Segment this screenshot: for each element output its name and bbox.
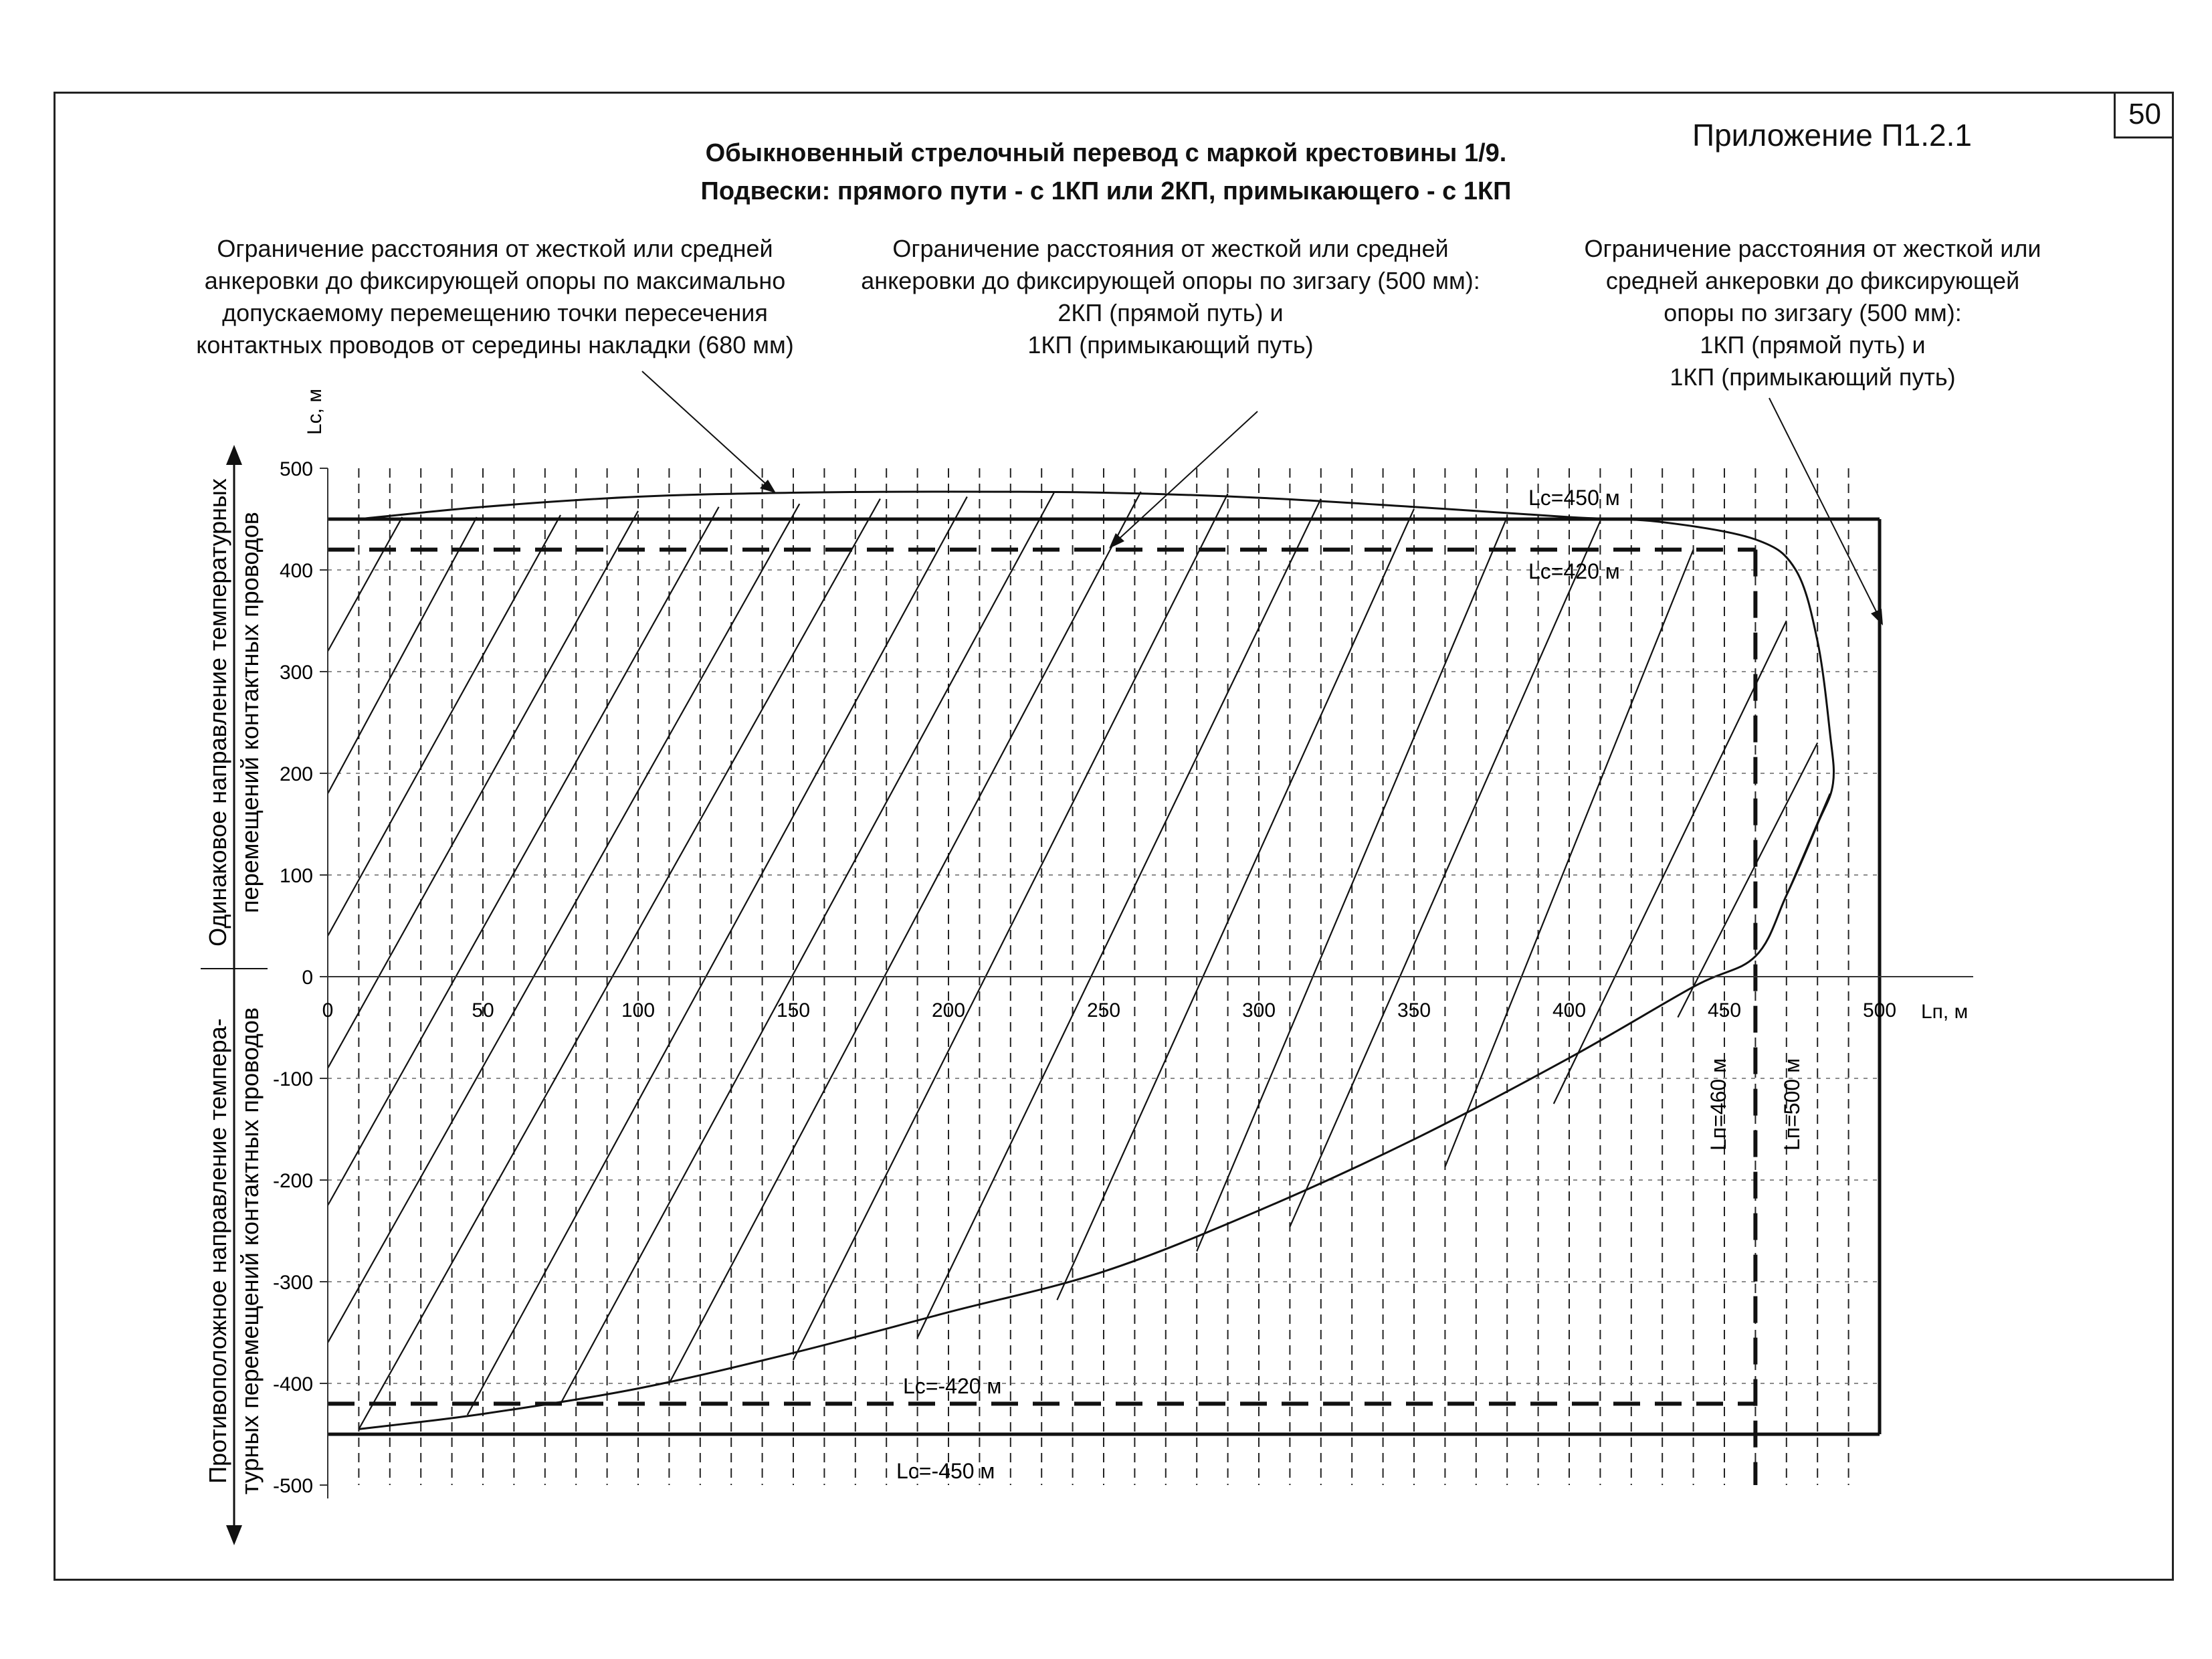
- contour-line: [468, 497, 967, 1416]
- chart-title-line-2: Подвески: прямого пути - с 1КП или 2КП, примыкающего - с 1КП: [700, 177, 1512, 205]
- y-tick-label: 0: [302, 967, 313, 989]
- contour-line: [328, 504, 799, 1343]
- contour-line: [359, 499, 880, 1430]
- contour-line: [1554, 621, 1787, 1104]
- x-tick-label: 300: [1241, 999, 1276, 1021]
- x-tick-label: 350: [1397, 999, 1431, 1021]
- pointer-zigzag-2kp: [1116, 411, 1258, 542]
- label-lc-minus-420: Lc=-420 м: [903, 1374, 1002, 1398]
- chart-title-line-1: Обыкновенный стрелочный перевод с маркой крестовины 1/9.: [705, 139, 1507, 167]
- x-tick-label: 250: [1086, 999, 1121, 1021]
- y-tick-label: -500: [272, 1475, 313, 1497]
- contour-lines: [328, 492, 1830, 1429]
- label-lc-450: Lc=450 м: [1528, 486, 1620, 510]
- annotation-zigzag-2kp: Ограничение расстояния от жесткой или средней анкеровки до фиксирующей опоры по зигзагу (500 мм): 2КП (прямой путь) и 1КП (примыкающий путь): [861, 235, 1480, 359]
- y-upper-label-2: перемещений контактных проводов: [236, 512, 264, 913]
- annotation-680mm: Ограничение расстояния от жесткой или средней анкеровки до фиксирующей опоры по максимально допускаемому перемещению точки пересечения контактных проводов от середины накладки (680 мм): [196, 235, 794, 359]
- x-tick-label: 150: [776, 999, 811, 1021]
- x-axis-label: Lп, м: [1921, 1001, 1969, 1023]
- x-tick-label: 0: [322, 999, 334, 1021]
- contour-line: [669, 492, 1140, 1383]
- contour-line: [918, 499, 1321, 1338]
- pointer-zigzag-1kp-head: [1871, 609, 1883, 625]
- x-tick-label: 100: [621, 999, 656, 1021]
- y-lower-label-1: Противоположное направление темпера-: [204, 1018, 231, 1484]
- label-lp-460: Lп=460 м: [1706, 1058, 1730, 1151]
- y-tick-label: 300: [279, 662, 313, 684]
- y-axis-label: Lc, м: [304, 389, 326, 435]
- y-tick-label: 500: [279, 458, 313, 480]
- label-lp-500: Lп=500 м: [1780, 1058, 1804, 1151]
- y-tick-label: 400: [279, 560, 313, 582]
- label-lc-minus-450: Lc=-450 м: [896, 1459, 995, 1483]
- pointer-zigzag-1kp: [1769, 398, 1878, 615]
- x-tick-label: 400: [1552, 999, 1587, 1021]
- page-number: 50: [2114, 92, 2174, 138]
- y-arrow-down-head: [226, 1525, 242, 1545]
- y-tick-label: -100: [272, 1068, 313, 1090]
- tick-labels: [273, 458, 1896, 1497]
- x-tick-label: 50: [472, 999, 494, 1021]
- y-tick-label: -400: [272, 1373, 313, 1395]
- axes: [201, 445, 1973, 1545]
- contour-line: [1057, 509, 1414, 1300]
- y-tick-label: -300: [272, 1272, 313, 1294]
- contour-line: [328, 507, 719, 1205]
- y-lower-label-2: турных перемещений контактных проводов: [236, 1007, 264, 1495]
- y-arrow-up-head: [226, 445, 242, 465]
- y-tick-label: -200: [272, 1170, 313, 1192]
- annotation-zigzag-1kp: Ограничение расстояния от жесткой или средней анкеровки до фиксирующей опоры по зигзагу (500 мм): 1КП (прямой путь) и 1КП (примыкающий путь): [1584, 235, 2041, 391]
- x-tick-label: 200: [931, 999, 966, 1021]
- pointer-680mm: [642, 371, 769, 487]
- contour-line: [328, 517, 402, 652]
- y-tick-label: 200: [279, 763, 313, 785]
- x-tick-label: 500: [1862, 999, 1897, 1021]
- x-tick-label: 450: [1707, 999, 1742, 1021]
- label-lc-420: Lc=420 м: [1528, 559, 1620, 583]
- boundary-curve: [359, 492, 1833, 1429]
- y-tick-label: 100: [279, 865, 313, 887]
- appendix-label: Приложение П1.2.1: [1692, 118, 1972, 153]
- contour-line: [328, 517, 477, 793]
- y-upper-label-1: Одинаковое направление температурных: [204, 478, 231, 947]
